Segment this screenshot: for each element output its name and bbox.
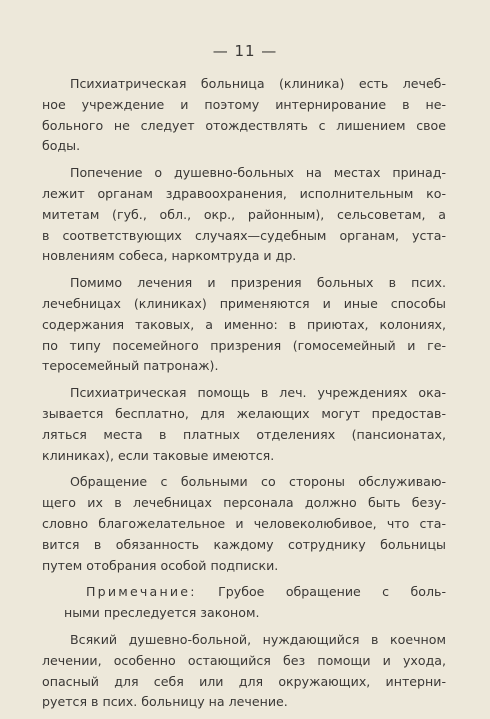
body-text <box>42 74 446 719</box>
text-line: словно благожелательное и человеколюбивое, что ста- <box>42 515 446 531</box>
note-line: ными преследуется законом. <box>64 605 260 621</box>
text-line: лечебницах (клиниках) применяются и иные способы <box>42 295 446 311</box>
text-line: боды. <box>42 138 81 154</box>
text-line: клиниках), если таковые имеются. <box>42 447 275 463</box>
text-line: больного не следует отождествлять с лишением свое <box>42 117 446 133</box>
text-line: вится в обязанность каждому сотруднику больницы <box>42 536 446 552</box>
paragraph-free-care <box>42 383 446 466</box>
paragraph-hospitalization <box>42 630 446 713</box>
note-label: Примечание: <box>86 584 197 600</box>
text-line: руется в псих. больницу на лечение. <box>42 694 288 710</box>
paragraph-care-authorities <box>42 163 446 267</box>
text-line: щего их в лечебницах персонала должно быть безу- <box>42 495 446 511</box>
paragraph-hospital-definition <box>42 74 446 157</box>
note-line <box>42 582 446 603</box>
text-line: зывается бесплатно, для желающих могут предостав- <box>42 405 446 421</box>
text-line: ное учреждение и поэтому интернирование в не- <box>42 96 446 112</box>
page-number: — 11 — <box>212 42 278 60</box>
text-line: по типу посемейного призрения (гомосемейный и ге- <box>42 337 446 353</box>
note-text: Грубое обращение с боль- <box>218 584 446 600</box>
text-line: Обращение с больными со стороны обслуживаю- <box>70 474 446 490</box>
text-line: путем отобрания особой подписки. <box>42 557 279 573</box>
text-line: Психиатрическая больница (клиника) есть лечеб- <box>70 76 446 91</box>
text-line: Психиатрическая помощь в леч. учреждениях ока- <box>70 385 446 401</box>
text-line: опасный для себя или для окружающих, интерни- <box>42 673 446 689</box>
text-line: ляться места в платных отделениях (пансионатах, <box>42 426 446 442</box>
text-line: в соответствующих случаях—судебным органам, уста- <box>42 227 446 243</box>
text-line: лежит органам здравоохранения, исполнительным ко- <box>42 185 446 201</box>
text-line: лечении, особенно остающийся без помощи и ухода, <box>42 652 446 668</box>
note-paragraph <box>42 582 446 624</box>
paragraph-treatment-of-patients <box>42 472 446 576</box>
text-line: новлениям собеса, наркомтруда и др. <box>42 248 297 264</box>
paragraph-care-methods <box>42 273 446 377</box>
text-line: митетам (губ., обл., окр., районным), сельсоветам, а <box>42 206 446 222</box>
text-line: содержания таковых, а именно: в приютах, колониях, <box>42 316 446 332</box>
text-line: Попечение о душевно-больных на местах принад- <box>70 165 446 181</box>
text-line: теросемейный патронаж). <box>42 358 219 374</box>
text-line: Всякий душевно-больной, нуждающийся в коечном <box>70 631 446 647</box>
text-line: Помимо лечения и призрения больных в псих. <box>70 275 446 291</box>
